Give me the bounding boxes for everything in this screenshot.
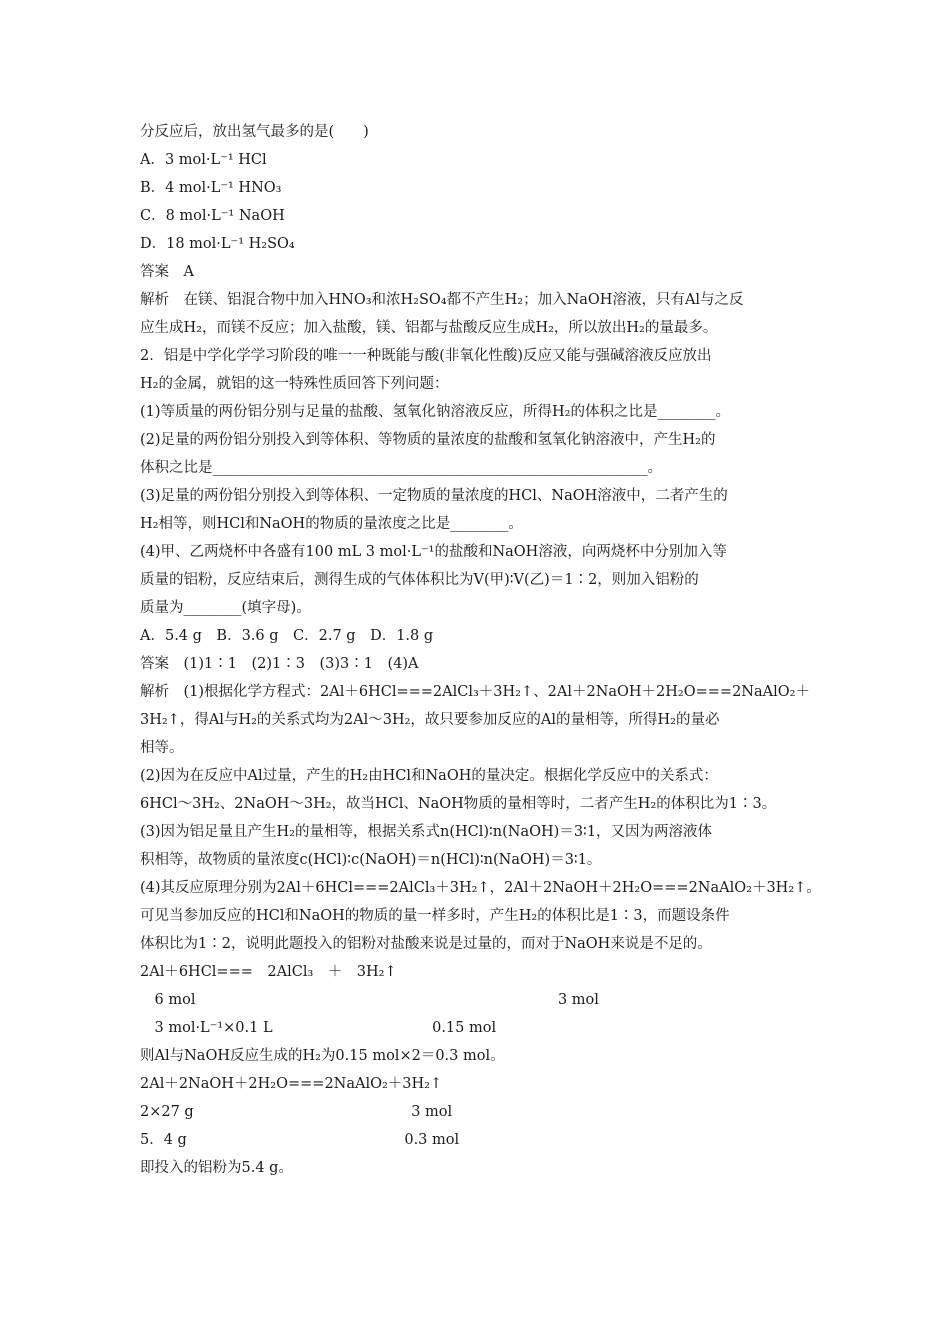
equation-naoh-row-2: 5．4 g 0.3 mol <box>140 1132 460 1148</box>
subquestion-4-line-3: 质量为________(填字母)。 <box>140 600 311 616</box>
analysis-2-line-10: 体积比为1∶2，说明此题投入的铝粉对盐酸来说是过量的，而对于NaOH来说是不足的。 <box>140 936 712 952</box>
subquestion-4-line-2: 质量的铝粉，反应结束后，测得生成的气体体积比为V(甲)∶V(乙)＝1∶2，则加入铝粉的 <box>140 572 699 588</box>
question-2-stem-line-1: 2．铝是中学化学学习阶段的唯一一种既能与酸(非氧化性酸)反应又能与强碱溶液反应放出 <box>140 348 712 364</box>
analysis-2-line-3: 相等。 <box>140 740 184 756</box>
subquestion-3-line-1: (3)足量的两份铝分别投入到等体积、一定物质的量浓度的HCl、NaOH溶液中，二者产生的 <box>140 488 728 504</box>
analysis-2-line-6: (3)因为铝足量且产生H₂的量相等，根据关系式n(HCl)∶n(NaOH)＝3∶1，又因为两溶液体 <box>140 824 713 840</box>
analysis-2-line-7: 积相等，故物质的量浓度c(HCl)∶c(NaOH)＝n(HCl)∶n(NaOH)＝3∶1。 <box>140 852 602 868</box>
equation-hcl: 2Al＋6HCl=== 2AlCl₃ ＋ 3H₂↑ <box>140 964 397 980</box>
equation-naoh-row-1: 2×27 g 3 mol <box>140 1104 453 1120</box>
analysis-2-line-4: (2)因为在反应中Al过量，产生的H₂由HCl和NaOH的量决定。根据化学反应中的关系式： <box>140 768 718 784</box>
analysis-2-line-8: (4)其反应原理分别为2Al＋6HCl===2AlCl₃＋3H₂↑，2Al＋2NaOH＋2H₂O===2NaAlO₂＋3H₂↑。 <box>140 880 821 896</box>
equation-naoh: 2Al＋2NaOH＋2H₂O===2NaAlO₂＋3H₂↑ <box>140 1076 443 1092</box>
analysis-2-line-9: 可见当参加反应的HCl和NaOH的物质的量一样多时，产生H₂的体积比是1∶3，而题设条件 <box>140 908 730 924</box>
equation-hcl-row-1: 6 mol 3 mol <box>140 992 599 1008</box>
analysis-2-line-5: 6HCl～3H₂、2NaOH～3H₂，故当HCl、NaOH物质的量相等时，二者产生H₂的体积比为1∶3。 <box>140 796 777 812</box>
option-b: B．4 mol·L⁻¹ HNO₃ <box>140 180 282 196</box>
subquestion-4-line-1: (4)甲、乙两烧杯中各盛有100 mL 3 mol·L⁻¹的盐酸和NaOH溶液，向两烧杯中分别加入等 <box>140 544 727 560</box>
option-d: D．18 mol·L⁻¹ H₂SO₄ <box>140 236 295 252</box>
analysis-1-line-2: 应生成H₂，而镁不反应；加入盐酸，镁、铝都与盐酸反应生成H₂，所以放出H₂的量最多。 <box>140 320 718 336</box>
subquestion-4-options: A．5.4 g B．3.6 g C．2.7 g D．1.8 g <box>140 628 434 644</box>
result-h2-amount: 则Al与NaOH反应生成的H₂为0.15 mol×2＝0.3 mol。 <box>140 1048 505 1064</box>
subquestion-1: (1)等质量的两份铝分别与足量的盐酸、氢氧化钠溶液反应，所得H₂的体积之比是________。 <box>140 404 730 420</box>
analysis-2-line-2: 3H₂↑，得Al与H₂的关系式均为2Al～3H₂，故只要参加反应的Al的量相等，所得H₂的量必 <box>140 712 720 728</box>
analysis-1-line-1: 解析 在镁、铝混合物中加入HNO₃和浓H₂SO₄都不产生H₂；加入NaOH溶液，只有Al与之反 <box>140 292 744 308</box>
analysis-2-line-1: 解析 (1)根据化学方程式：2Al＋6HCl===2AlCl₃＋3H₂↑、2Al＋2NaOH＋2H₂O===2NaAlO₂＋ <box>140 684 810 700</box>
question-2-stem-line-2: H₂的金属，就铝的这一特殊性质回答下列问题： <box>140 376 449 392</box>
answer-2: 答案 (1)1∶1 (2)1∶3 (3)3∶1 (4)A <box>140 656 419 672</box>
final-conclusion: 即投入的铝粉为5.4 g。 <box>140 1160 293 1176</box>
option-c: C．8 mol·L⁻¹ NaOH <box>140 208 285 224</box>
subquestion-3-line-2: H₂相等，则HCl和NaOH的物质的量浓度之比是________。 <box>140 516 523 532</box>
equation-hcl-row-2: 3 mol·L⁻¹×0.1 L 0.15 mol <box>140 1020 497 1036</box>
subquestion-2-line-1: (2)足量的两份铝分别投入到等体积、等物质的量浓度的盐酸和氢氧化钠溶液中，产生H₂的 <box>140 432 716 448</box>
answer-1: 答案 A <box>140 264 194 280</box>
option-a: A．3 mol·L⁻¹ HCl <box>140 152 267 168</box>
question-stem-tail: 分反应后，放出氢气最多的是( ) <box>140 124 369 140</box>
subquestion-2-line-2: 体积之比是____________________________________________________________。 <box>140 460 662 476</box>
